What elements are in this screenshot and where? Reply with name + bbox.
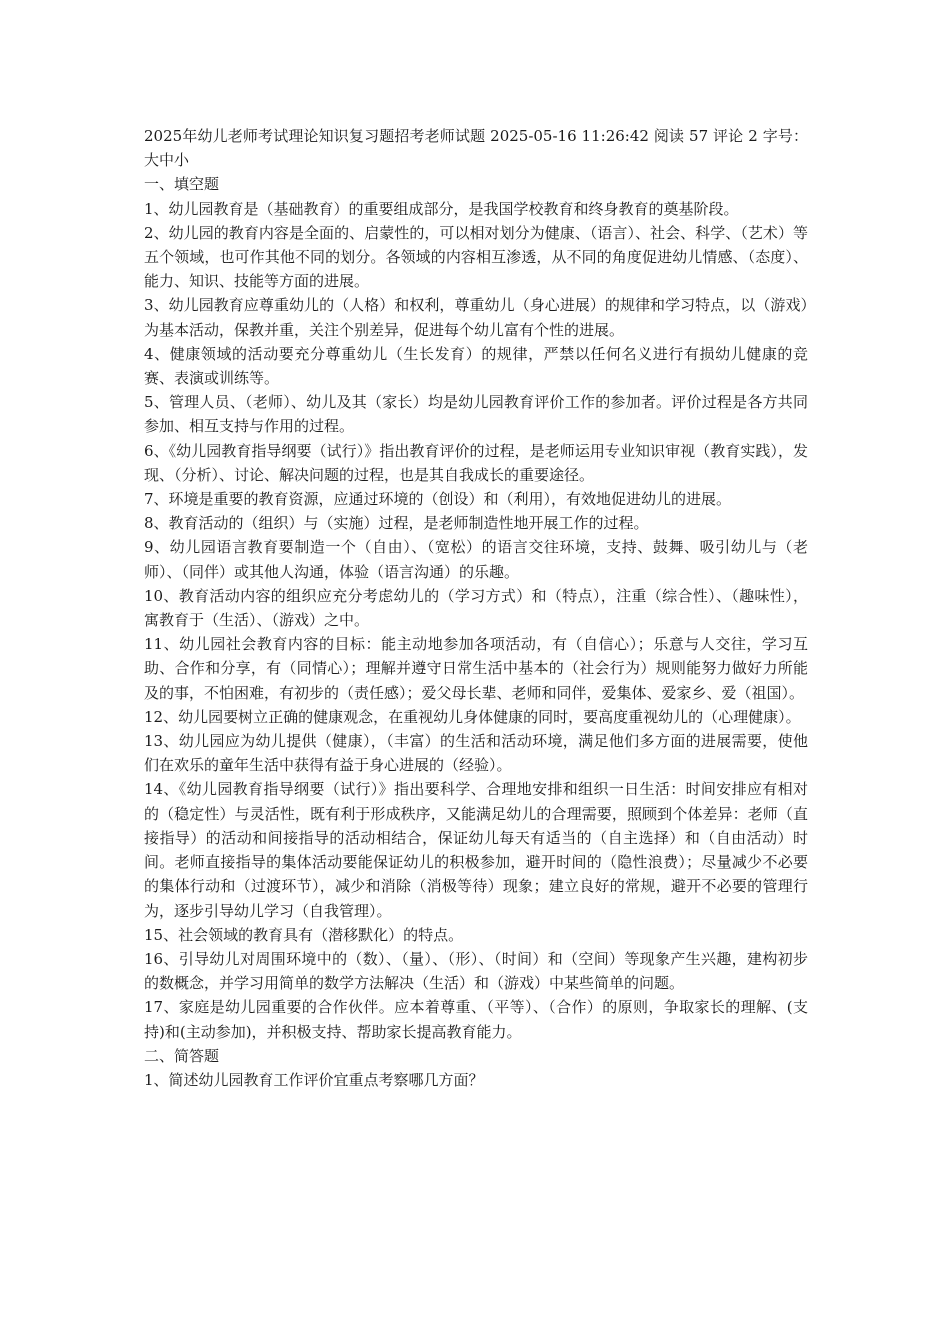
fill-blank-item-9: 9、幼儿园语言教育要制造一个（自由）、（宽松）的语言交往环境，支持、鼓舞、吸引幼儿与（老师）、（同伴）或其他人沟通，体验（语言沟通）的乐趣。: [144, 538, 808, 581]
fill-blank-item-7: 7、环境是重要的教育资源，应通过环境的（创设）和（利用），有效地促进幼儿的进展。: [144, 490, 732, 509]
fill-blank-item-11: 11、幼儿园社会教育内容的目标：能主动地参加各项活动，有（自信心）；乐意与人交往，学习互助、合作和分享，有（同情心）；理解并遵守日常生活中基本的（社会行为）规则能努力做好力所能及的事，不怕困难，有初步的（责任感）；爱父母长辈、老师和同伴，爱集体、爱家乡、爱（祖国）。: [144, 635, 808, 702]
fill-blank-item-16: 16、引导幼儿对周围环境中的（数）、（量）、（形）、（时间）和（空间）等现象产生兴趣，建构初步的数概念，并学习用简单的数学方法解决（生活）和（游戏）中某些简单的问题。: [144, 949, 808, 993]
fill-blank-item-5: 5、管理人员、（老师）、幼儿及其（家长）均是幼儿园教育评价工作的参加者。评价过程是各方共同参加、相互支持与作用的过程。: [144, 393, 808, 436]
document-page: [144, 124, 808, 1092]
fill-blank-item-17: 17、家庭是幼儿园重要的合作伙伴。应本着尊重、（平等）、（合作）的原则，争取家长的理解、(支持)和(主动参加)，并积极支持、帮助家长提高教育能力。: [144, 998, 808, 1041]
section-heading-short-answer: 二、简答题: [144, 1046, 220, 1065]
fill-blank-item-13: 13、幼儿园应为幼儿提供（健康），（丰富）的生活和活动环境，满足他们多方面的进展需要，使他们在欢乐的童年生活中获得有益于身心进展的（经验）。: [144, 732, 808, 775]
fill-blank-item-10: 10、教育活动内容的组织应充分考虑幼儿的（学习方式）和（特点），注重（综合性）、（趣味性），寓教育于（生活）、（游戏）之中。: [144, 586, 808, 630]
fill-blank-item-14: 14、《幼儿园教育指导纲要（试行）》指出要科学、合理地安排和组织一日生活：时间安排应有相对的（稳定性）与灵活性，既有利于形成秩序，又能满足幼儿的合理需要，照顾到个体差异：老师（直接指导）的活动和间接指导的活动相结合，保证幼儿每天有适当的（自主选择）和（自由活动）时间。老师直接指导的集体活动要能保证幼儿的积极参加，避开时间的（隐性浪费）；尽量减少不必要的集体行动和（过渡环节），减少和消除（消极等待）现象；建立良好的常规，避开不必要的管理行为，逐步引导幼儿学习（自我管理）。: [144, 780, 808, 920]
fill-blank-item-12: 12、幼儿园要树立正确的健康观念，在重视幼儿身体健康的同时，要高度重视幼儿的（心理健康）。: [144, 707, 801, 726]
fill-blank-item-2: 2、幼儿园的教育内容是全面的、启蒙性的，可以相对划分为健康、（语言）、社会、科学、（艺术）等五个领域，也可作其他不同的划分。各领域的内容相互渗透，从不同的角度促进幼儿情感、（态度）、能力、知识、技能等方面的进展。: [144, 223, 808, 291]
fill-blank-item-6: 6、《幼儿园教育指导纲要（试行）》指出教育评价的过程，是老师运用专业知识审视（教育实践），发现、（分析）、讨论、解决问题的过程，也是其自我成长的重要途径。: [144, 441, 808, 484]
fill-blank-item-8: 8、教育活动的（组织）与（实施）过程，是老师制造性地开展工作的过程。: [144, 514, 649, 533]
fill-blank-item-3: 3、幼儿园教育应尊重幼儿的（人格）和权利，尊重幼儿（身心进展）的规律和学习特点，以（游戏）为基本活动，保教并重，关注个别差异，促进每个幼儿富有个性的进展。: [144, 296, 808, 339]
fill-blank-item-4: 4、健康领域的活动要充分尊重幼儿（生长发育）的规律，严禁以任何名义进行有损幼儿健康的竞赛、表演或训练等。: [144, 344, 808, 388]
fill-blank-item-1: 1、幼儿园教育是（基础教育）的重要组成部分，是我国学校教育和终身教育的奠基阶段。: [144, 199, 739, 218]
document-header: 2025年幼儿老师考试理论知识复习题招考老师试题 2025-05-16 11:26:42 阅读 57 评论 2 字号：大中小: [144, 127, 808, 170]
short-answer-item-1: 1、简述幼儿园教育工作评价宜重点考察哪几方面？: [144, 1070, 484, 1089]
section-heading-fill-blank: 一、填空题: [144, 175, 220, 194]
fill-blank-item-15: 15、社会领域的教育具有（潜移默化）的特点。: [144, 925, 464, 944]
